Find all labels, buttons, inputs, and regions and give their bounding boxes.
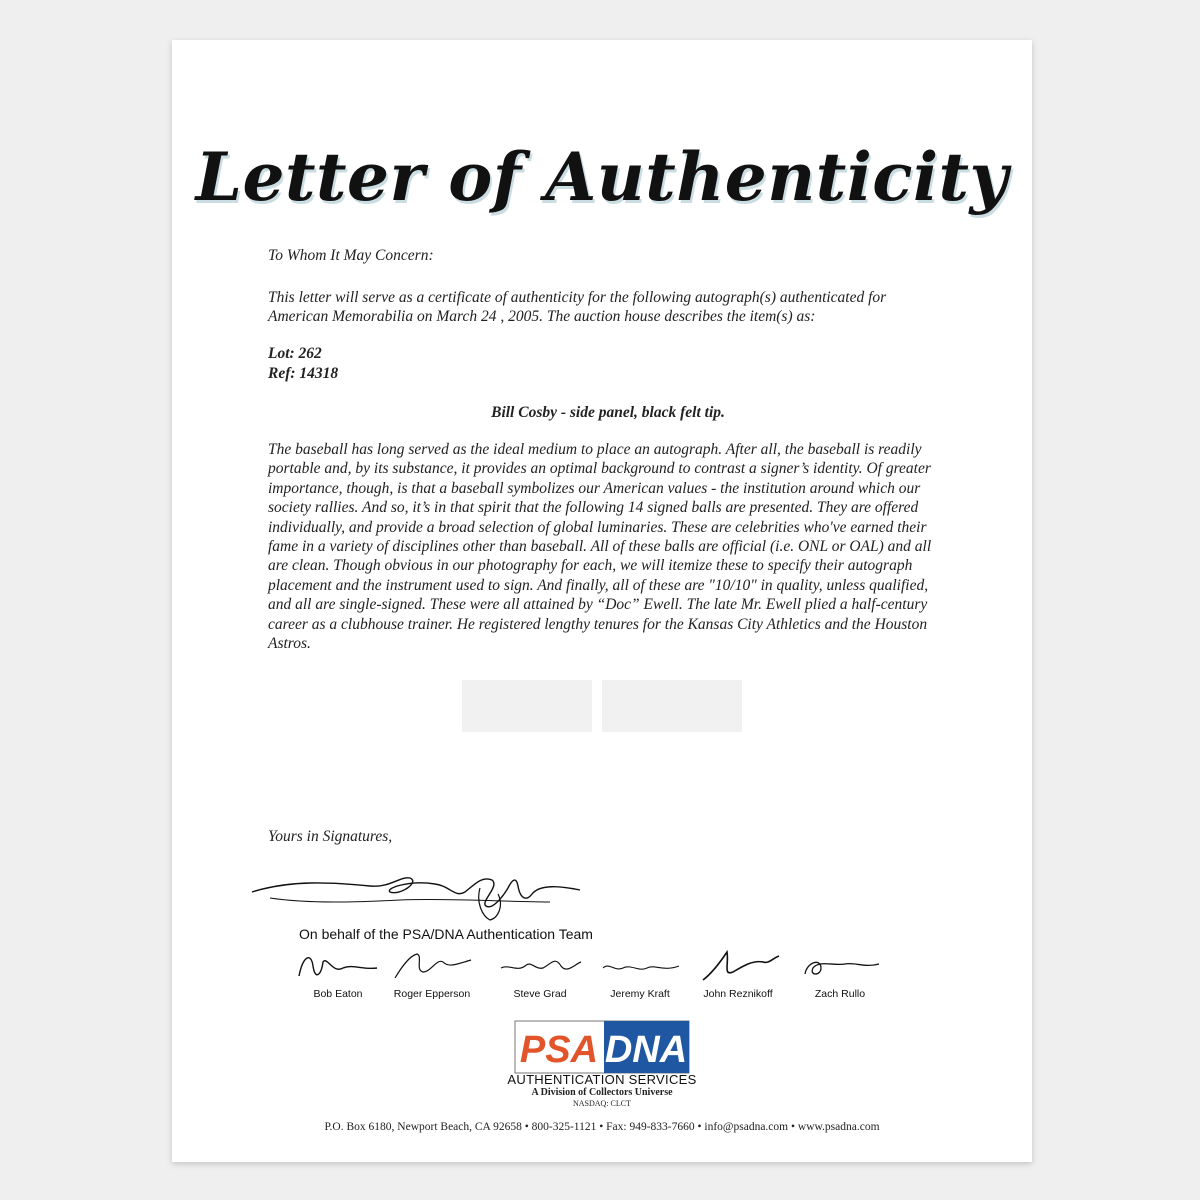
greeting: To Whom It May Concern: xyxy=(268,247,434,264)
logo-dna-text: DNA xyxy=(604,1029,688,1071)
signer-signature xyxy=(693,946,783,986)
authenticator-signature xyxy=(250,858,590,924)
team-line: On behalf of the PSA/DNA Authentication Team xyxy=(299,926,593,942)
intro-paragraph: This letter will serve as a certificate of authenticity for the following autograph(s) authenticated for American Memorabilia on March 24 , 2005. The auction house describes the item(s) as: xyxy=(268,289,887,326)
signer-signature xyxy=(387,946,477,986)
authentication-services: AUTHENTICATION SERVICES xyxy=(507,1072,697,1087)
division-line: A Division of Collectors Universe xyxy=(531,1087,673,1098)
nasdaq-line: NASDAQ: CLCT xyxy=(572,1099,631,1108)
psa-dna-logo xyxy=(514,1020,690,1078)
signer-signature xyxy=(595,946,685,986)
item-description: Bill Cosby - side panel, black felt tip. xyxy=(491,404,725,421)
signer-name: Zach Rullo xyxy=(814,988,866,1000)
description-paragraph: The baseball has long served as the ideal medium to place an autograph. After all, the baseball is readily portable and, by its substance, it provides an optimal background to contrast a signer’s identity. Of greater importance, though, is that a baseball symbolizes our American values - the institution around which our society rallies. And so, it’s in that spirit that the following 14 signed balls are presented. They are offered individually, and provide a broad selection of global luminaries. These are celebrities who've earned their fame in a variety of disciplines other than baseball. All of these balls are official (i.e. ONL or OAL) and all are clean. Though obvious in our photography for each, we will itemize these to specify their autograph placement and the instrument used to sign. And finally, all of these are "10/10" in quality, unless qualified, and all are single-signed. These were all attained by “Doc” Ewell. The late Mr. Ewell plied a half-century career as a clubhouse trainer. He registered lengthy tenures for the Kansas City Athletics and the Houston Astros. xyxy=(268,441,932,653)
signer-block xyxy=(780,946,900,1000)
certificate-paper xyxy=(172,40,1032,1162)
letter-title: Letter of Authenticity xyxy=(195,138,1009,216)
psa-dna-watermark xyxy=(462,676,742,736)
signer-signature xyxy=(293,946,383,986)
closing-line: Yours in Signatures, xyxy=(268,828,393,845)
signer-block xyxy=(372,946,492,1000)
signer-signature xyxy=(495,946,585,986)
lot-number: Lot: 262 xyxy=(268,345,322,362)
signer-name: Bob Eaton xyxy=(313,988,363,1000)
signer-signature xyxy=(795,946,885,986)
signer-name: Jeremy Kraft xyxy=(610,988,670,1000)
signer-name: Roger Epperson xyxy=(393,988,471,1000)
contact-footer: P.O. Box 6180, Newport Beach, CA 92658 • 800-325-1121 • Fax: 949-833-7660 • info@psadna.com • www.psadna.com xyxy=(324,1121,880,1133)
signer-name: Steve Grad xyxy=(513,988,567,1000)
logo-psa-text: PSA xyxy=(519,1029,599,1071)
ref-number: Ref: 14318 xyxy=(268,365,339,382)
signer-name: John Reznikoff xyxy=(703,988,773,1000)
